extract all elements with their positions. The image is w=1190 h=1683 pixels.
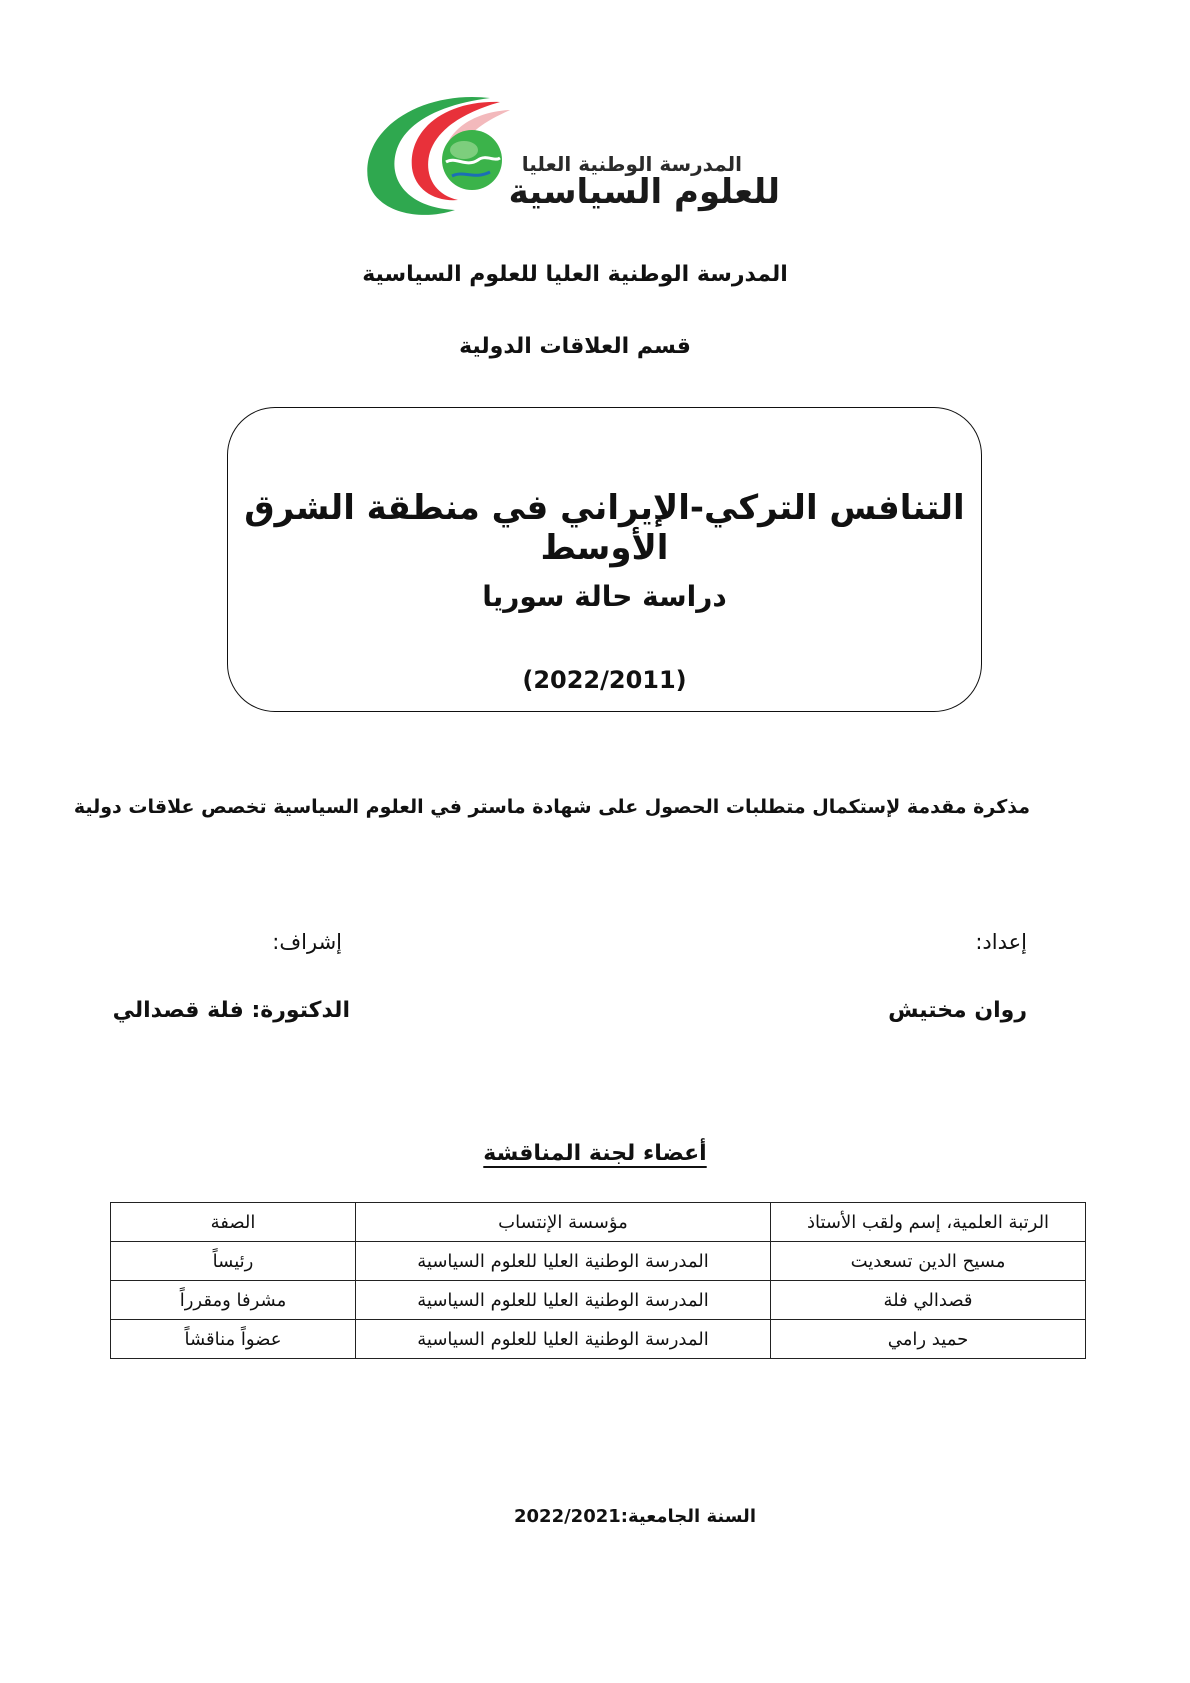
committee-table: [110, 1202, 1086, 1359]
table-row: [111, 1281, 1086, 1320]
department-name: قسم العلاقات الدولية: [459, 334, 691, 359]
member-name: حميد رامي: [771, 1320, 1086, 1359]
column-header-institution: مؤسسة الإنتساب: [356, 1203, 771, 1242]
member-institution: المدرسة الوطنية العليا للعلوم السياسية: [356, 1281, 771, 1320]
thesis-years: (2022/2011): [522, 666, 687, 694]
member-role: مشرفا ومقرراً: [111, 1281, 356, 1320]
logo-text-line2: للعلوم السياسية: [508, 172, 780, 212]
table-row: [111, 1320, 1086, 1359]
supervisor-name: الدكتورة: فلة قصدالي: [112, 998, 350, 1023]
member-name: مسيح الدين تسعديت: [771, 1242, 1086, 1281]
logo-text-line1: المدرسة الوطنية العليا: [521, 152, 742, 176]
committee-heading: أعضاء لجنة المناقشة: [483, 1141, 707, 1166]
table-row: [111, 1242, 1086, 1281]
table-header-row: [111, 1203, 1086, 1242]
thesis-title: التنافس التركي-الإيراني في منطقة الشرق الأوسط: [244, 488, 965, 568]
memo-statement: مذكرة مقدمة لإستكمال متطلبات الحصول على شهادة ماستر في العلوم السياسية تخصص علاقات دولية: [73, 796, 1030, 818]
prepared-by-label: إعداد:: [975, 930, 1027, 954]
column-header-role: الصفة: [111, 1203, 356, 1242]
member-institution: المدرسة الوطنية العليا للعلوم السياسية: [356, 1320, 771, 1359]
member-institution: المدرسة الوطنية العليا للعلوم السياسية: [356, 1242, 771, 1281]
column-header-rank-name: الرتبة العلمية، إسم ولقب الأستاذ: [771, 1203, 1086, 1242]
student-name: روان مختيش: [888, 998, 1027, 1023]
member-role: رئيساً: [111, 1242, 356, 1281]
academic-year: السنة الجامعية:2022/2021: [514, 1506, 756, 1527]
member-name: قصدالي فلة: [771, 1281, 1086, 1320]
thesis-subtitle: دراسة حالة سوريا: [482, 580, 727, 613]
school-name: المدرسة الوطنية العليا للعلوم السياسية: [362, 262, 788, 287]
supervised-by-label: إشراف:: [272, 930, 342, 954]
member-role: عضواً مناقشاً: [111, 1320, 356, 1359]
school-logo: [360, 90, 790, 220]
